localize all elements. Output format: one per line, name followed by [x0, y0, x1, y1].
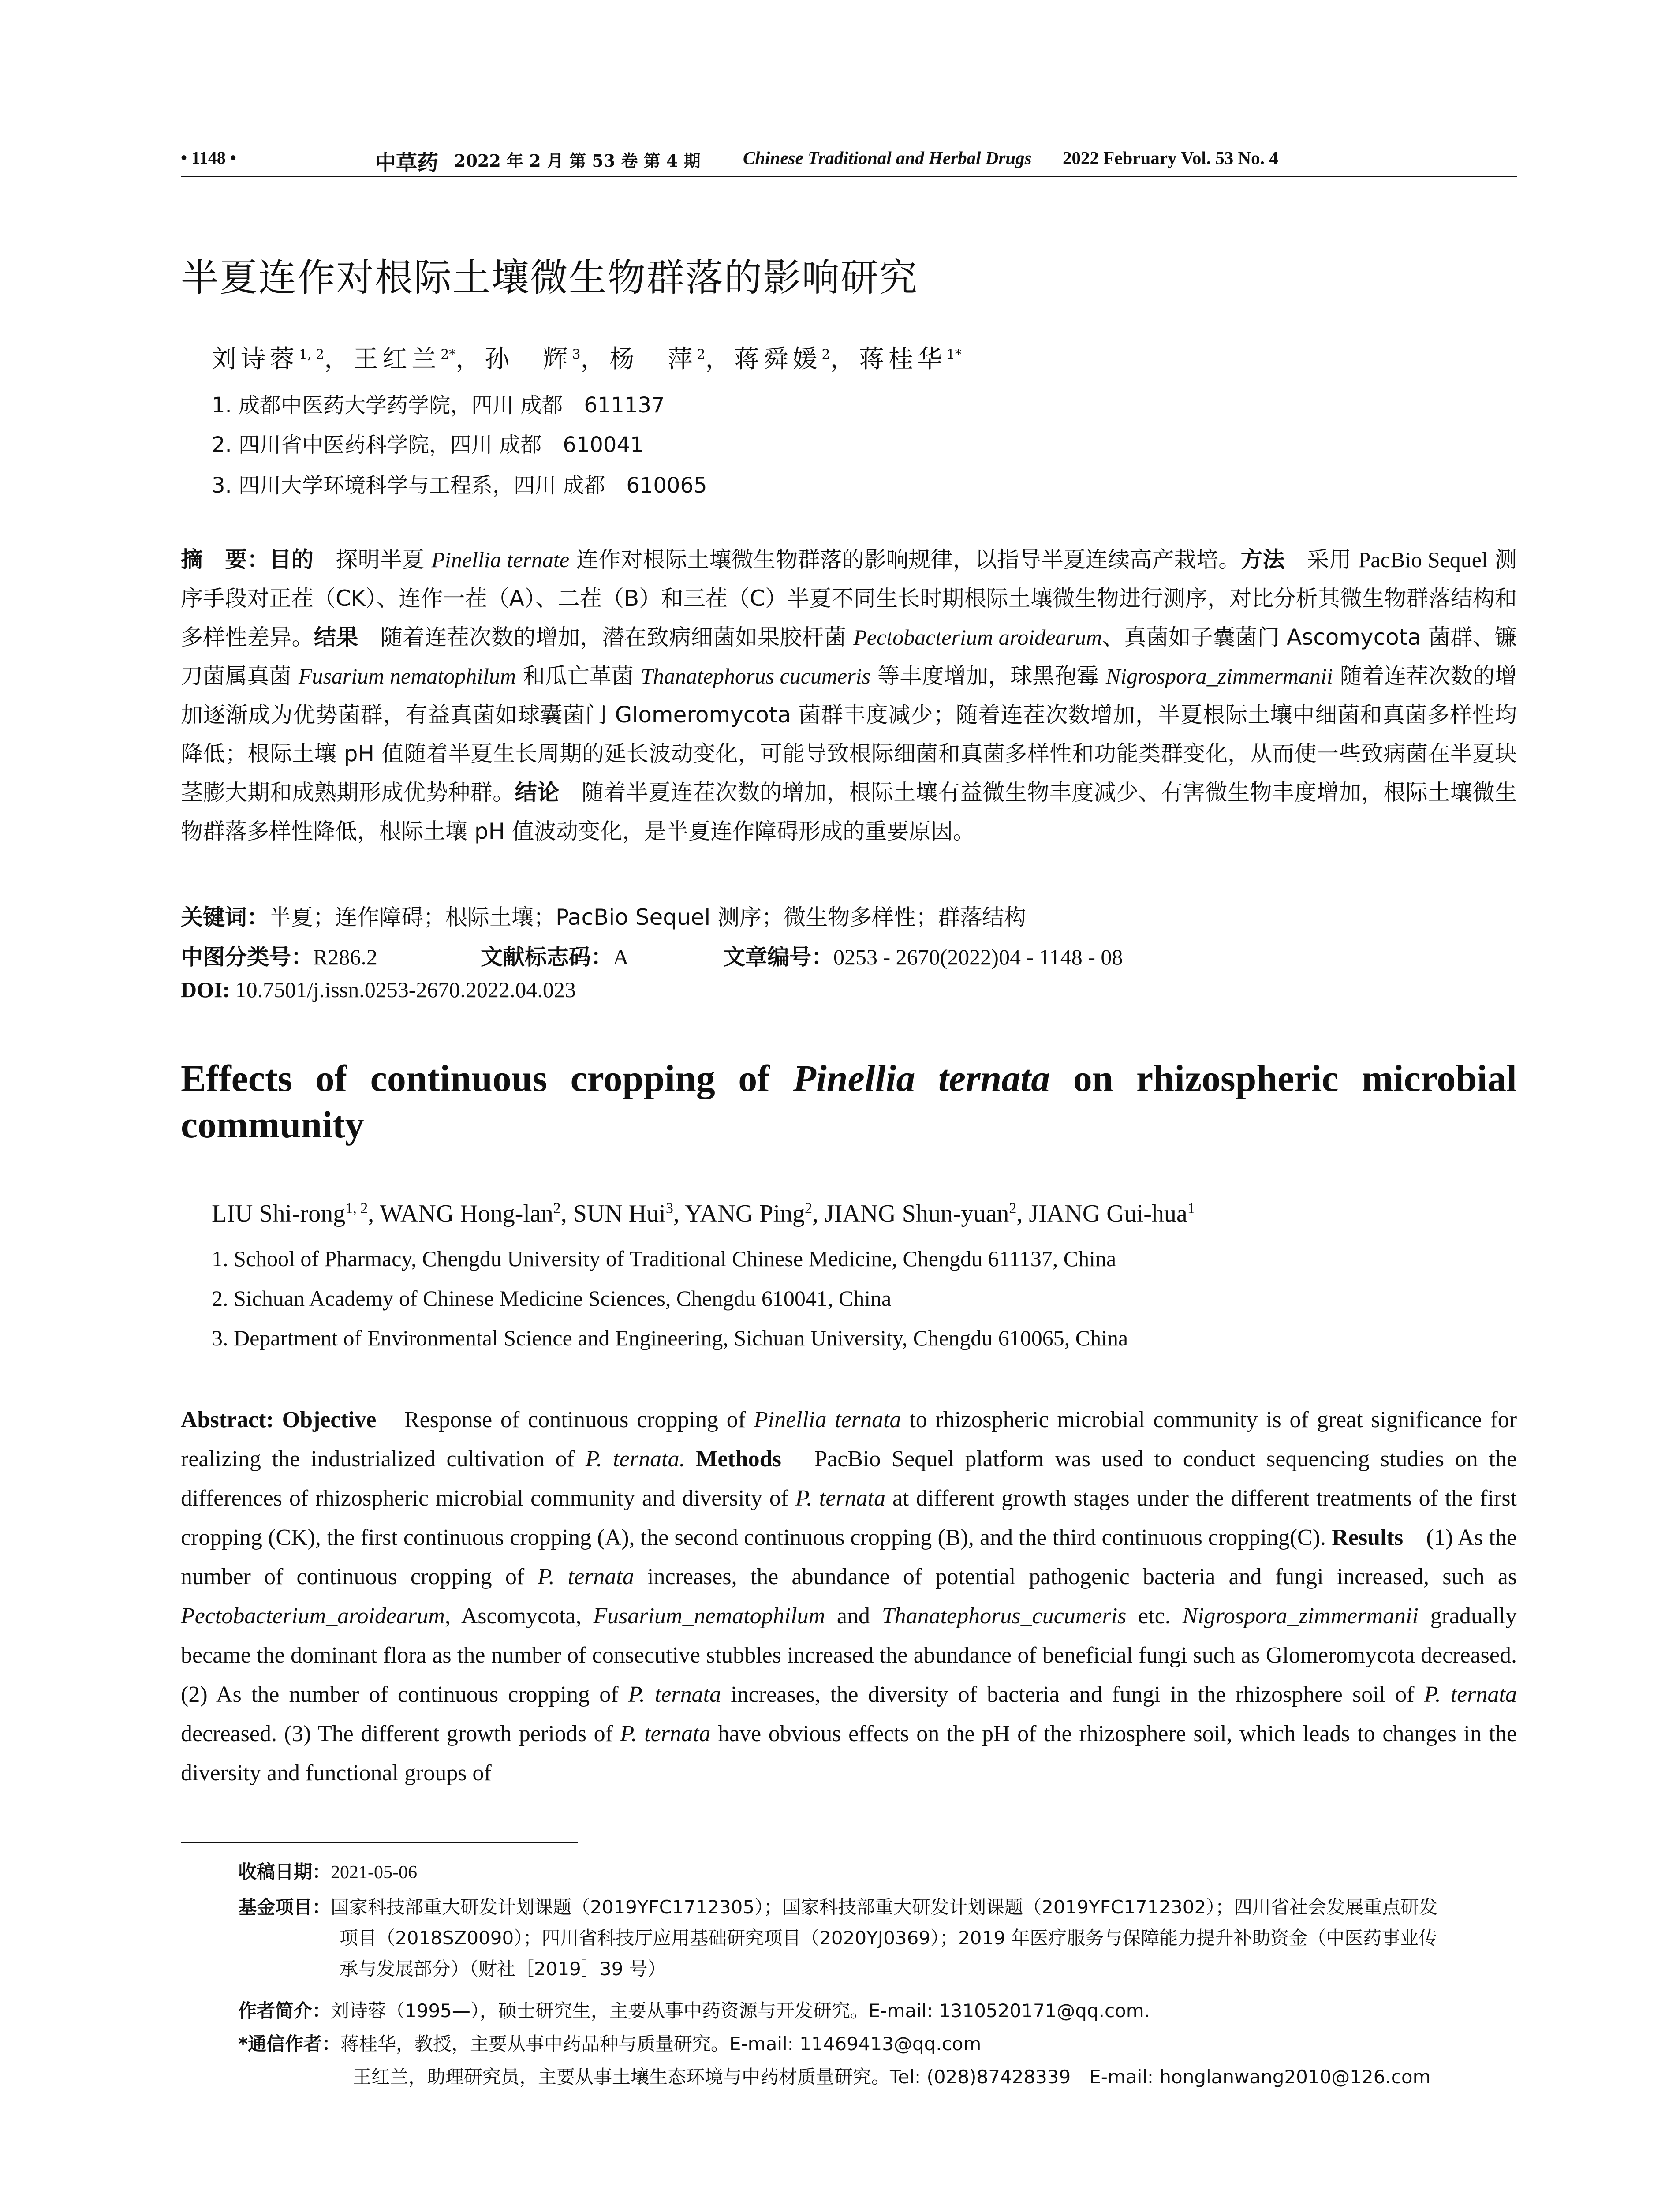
species-name: Pinellia ternate	[431, 547, 570, 572]
affiliation-cn: 3. 四川大学环境科学与工程系，四川 成都 610065	[212, 473, 707, 498]
methods-label-cn: 方法	[1240, 547, 1285, 572]
author-bio: 作者简介：刘诗蓉（1995—），硕士研究生，主要从事中药资源与开发研究。E-mail: 1310520171@qq.com.	[238, 2000, 1150, 2022]
objective-label-en: Objective	[282, 1407, 377, 1432]
doi-value: 10.7501/j.issn.0253-2670.2022.04.023	[235, 977, 576, 1002]
affiliation-cn: 1. 成都中医药大学药学院，四川 成都 611137	[212, 393, 665, 418]
header-rule	[181, 176, 1517, 177]
author-en: JIANG Gui-hua	[1029, 1200, 1187, 1227]
species-name: Pinellia ternata	[793, 1057, 1050, 1099]
article-page: • 1148 • 中草药 2022 年 2 月 第 53 卷 第 4 期 Chinese Traditional and Herbal Drugs 2022 February Vol. 53 No. 4 半夏连作对根际土壤微生物群落的影响研究 刘诗蓉$^{1, 2}$，王红兰$^{2*}$，孙 辉$^3$，杨 萍$^2$，蒋舜媛$^2$，蒋桂华$^{1*}$ 1. 成都中医药大学药学院，四川 成都 611137 2. 四川省中医药科学院，四川 成都 610041 3. 四川大学环境科学与工程系，四川 成都 610065 摘 要：目的 探明半夏 Pinellia ternate 连作对根际土壤微生物群落的影响规律，以指导半夏连续高产栽培。方法 采用 PacBio Sequel 测序手段对正茬（CK）、连作一茬（A）、二茬（B）和三茬（C）半夏不同生长时期根际土壤微生物进行测序，对比分析其微生物群落结构和多样性差异。结果 随着连茬次数的增加，潜在致病细菌如果胶杆菌 Pectobacterium aroidearum、真菌如子囊菌门 Ascomycota 菌群、镰刀菌属真菌 Fusarium nematophilum 和瓜亡革菌 Thanatephorus cucumeris 等丰度增加，球黑孢霉 Nigrospora_zimmermanii 随着连茬次数的增加逐渐成为优势菌群，有益真菌如球囊菌门 Glomeromycota 菌群丰度减少；随着连茬次数增加，半夏根际土壤中细菌和真菌多样性均降低；根际土壤 pH 值随着半夏生长周期的延长波动变化，可能导致根际细菌和真菌多样性和功能类群变化，从而使一些致病菌在半夏块茎膨大期和成熟期形成优势种群。结论 随着半夏连茬次数的增加，根际土壤有益微生物丰度减少、有害微生物丰度增加，根际土壤微生物群落多样性降低，根际土壤 pH 值波动变化，是半夏连作障碍形成的重要原因。 关键词：半夏；连作障碍；根际土壤；PacBio Sequel 测序；微生物多样性；群落结构 中图分类号：R286.2 文献标志码：A 文章编号：0253 - 2670(2022)04 - 1148 - 08 DOI: 10.7501/j.issn.0253-2670.2022.04.023 Effects of continuous cropping of Pinellia ternata on rhizospheric microbial community LIU Shi-rong$^{1, 2}$, WANG Hong-lan$^2$, SUN Hui$^3$, YANG Ping$^2$, JIANG Shun-yuan$^2$, JIANG Gui-hua$^1$ 1. School of Pharmacy, Chengdu University of Traditional Chinese Medicine, Chengdu 611137, China 2. Sichuan Academy of Chinese Medicine Sciences, Chengdu 610041, China 3. Department of Environmental Science and Engineering, Sichuan University, Chengdu 610065, China Abstract: Objective Response of continuous cropping of Pinellia ternata to rhizospheric microbial community is of great significance for realizing the industrialized cultivation of P. ternata. Methods PacBio Sequel platform was used to conduct sequencing studies on the differences of rhizospheric microbial community and diversity of P. ternata at different growth stages under the different treatments of the first cropping (CK), the first continuous cropping (A), the second continuous cropping (B), and the third continuous cropping(C). Results (1) As the number of continuous cropping of P. ternata increases, the abundance of potential pathogenic bacteria and fungi increased, such as Pectobacterium_aroidearum, Ascomycota, Fusarium_nematophilum and Thanatephorus_cucumeris etc. Nigrospora_zimmermanii gradually became the dominant flora as the number of consecutive stubbles increased the abundance of beneficial fungi such as Glomeromycota decreased. (2) As the number of continuous cropping of P. ternata increases, the diversity of bacteria and fungi in the rhizosphere soil of P. ternata decreased. (3) The different growth periods of P. ternata have obvious effects on the pH of the rhizosphere soil, which leads to changes in the diversity and functional groups of 收稿日期：2021-05-06 基金项目：国家科技部重大研发计划课题（2019YFC1712305）；国家科技部重大研发计划课题（2019YFC1712302）；四川省社会发展重点研发 项目（2018SZ0090）；四川省科技厅应用基础研究项目（2020YJ0369）；2019 年医疗服务与保障能力提升补助资金（中医药事业传 承与发展部分）（财社［2019］39 号） 作者简介：刘诗蓉（1995—），硕士研究生，主要从事中药资源与开发研究。E-mail: 1310520171@qq.com. *通信作者：蒋桂华，教授，主要从事中药品种与质量研究。E-mail: 11469413@qq.com 王红兰，助理研究员，主要从事土壤生态环境与中药材质量研究。Tel: (028)87428339 E-mail: honglanwang2010@126.com	[0, 0, 1680, 2205]
abstract-cn: 摘 要：目的 探明半夏 Pinellia ternate 连作对根际土壤微生物群落的影响规律，以指导半夏连续高产栽培。方法 采用 PacBio Sequel 测序手段对正茬（CK）、连作一茬（A）、二茬（B）和三茬（C）半夏不同生长时期根际土壤微生物进行测序，对比分析其微生物群落结构和多样性差异。结果 随着连茬次数的增加，潜在致病细菌如果胶杆菌 Pectobacterium aroidearum、真菌如子囊菌门 Ascomycota 菌群、镰刀菌属真菌 Fusarium nematophilum 和瓜亡革菌 Thanatephorus cucumeris 等丰度增加，球黑孢霉 Nigrospora_zimmermanii 随着连茬次数的增加逐渐成为优势菌群，有益真菌如球囊菌门 Glomeromycota 菌群丰度减少；随着连茬次数增加，半夏根际土壤中细菌和真菌多样性均降低；根际土壤 pH 值随着半夏生长周期的延长波动变化，可能导致根际细菌和真菌多样性和功能类群变化，从而使一些致病菌在半夏块茎膨大期和成熟期形成优势种群。结论 随着半夏连茬次数的增加，根际土壤有益微生物丰度减少、有害微生物丰度增加，根际土壤微生物群落多样性降低，根际土壤 pH 值波动变化，是半夏连作障碍形成的重要原因。	[181, 547, 1517, 844]
page-number: • 1148 •	[181, 148, 236, 168]
author-en: WANG Hong-lan	[380, 1200, 553, 1227]
running-header	[181, 146, 1517, 175]
species-name: P. ternata	[620, 1721, 711, 1746]
keywords-label: 关键词：	[181, 904, 269, 930]
issue-en: 2022 February Vol. 53 No. 4	[1063, 148, 1278, 168]
species-name: P. ternata.	[585, 1446, 685, 1472]
species-name: P. ternata	[628, 1682, 721, 1707]
author-cn: 蒋桂华	[859, 345, 947, 374]
species-name: Nigrospora_zimmermanii	[1182, 1603, 1419, 1629]
authors-cn: 刘诗蓉$^{1, 2}$，王红兰$^{2*}$，孙 辉$^3$，杨 萍$^2$，蒋舜媛$^2$，蒋桂华$^{1*}$	[212, 345, 962, 374]
author-en: SUN Hui	[573, 1200, 666, 1227]
author-en: JIANG Shun-yuan	[825, 1200, 1009, 1227]
journal-name-en: Chinese Traditional and Herbal Drugs	[743, 148, 1032, 168]
author-cn: 刘诗蓉	[212, 345, 299, 374]
abstract-label-en: Abstract:	[181, 1407, 274, 1432]
methods-label-en: Methods	[696, 1446, 781, 1472]
keywords-text: 半夏；连作障碍；根际土壤；PacBio Sequel 测序；微生物多样性；群落结构	[269, 904, 1027, 930]
author-cn: 蒋舜媛	[734, 345, 822, 374]
issue-cn: 2022 年 2 月 第 53 卷 第 4 期	[454, 151, 701, 171]
affiliation-en: 2. Sichuan Academy of Chinese Medicine Sciences, Chengdu 610041, China	[212, 1286, 892, 1311]
objective-label-cn: 目的	[269, 547, 314, 572]
species-name: P. ternata	[1424, 1682, 1517, 1707]
species-name: Pinellia ternata	[754, 1407, 901, 1432]
journal-name-cn: 中草药	[375, 150, 439, 175]
article-number: 0253 - 2670(2022)04 - 1148 - 08	[833, 945, 1123, 969]
abstract-en: Abstract: Objective Response of continuous cropping of Pinellia ternata to rhizospheric microbial community is of great significance for realizing the industrialized cultivation of P. ternata. Methods PacBio Sequel platform was used to conduct sequencing studies on the differences of rhizospheric microbial community and diversity of P. ternata at different growth stages under the different treatments of the first cropping (CK), the first continuous cropping (A), the second continuous cropping (B), and the third continuous cropping(C). Results (1) As the number of continuous cropping of P. ternata increases, the abundance of potential pathogenic bacteria and fungi increased, such as Pectobacterium_aroidearum, Ascomycota, Fusarium_nematophilum and Thanatephorus_cucumeris etc. Nigrospora_zimmermanii gradually became the dominant flora as the number of consecutive stubbles increased the abundance of beneficial fungi such as Glomeromycota decreased. (2) As the number of continuous cropping of P. ternata increases, the diversity of bacteria and fungi in the rhizosphere soil of P. ternata decreased. (3) The different growth periods of P. ternata have obvious effects on the pH of the rhizosphere soil, which leads to changes in the diversity and functional groups of	[181, 1407, 1517, 1786]
author-cn: 杨 萍	[609, 345, 697, 374]
species-name: Pectobacterium aroidearum	[853, 625, 1102, 650]
species-name: Fusarium_nematophilum	[593, 1603, 825, 1629]
results-label-cn: 结果	[314, 624, 358, 650]
abstract-label-cn: 摘 要：	[181, 547, 269, 572]
author-cn: 孙 辉	[485, 345, 572, 374]
author-en: LIU Shi-rong	[212, 1200, 346, 1227]
title-en-line2: community	[181, 1103, 364, 1146]
species-name: Nigrospora_zimmermanii	[1105, 664, 1333, 688]
keywords-cn	[181, 900, 1026, 931]
doi-line: DOI: 10.7501/j.issn.0253-2670.2022.04.023	[181, 977, 576, 1002]
document-code: A	[613, 945, 629, 969]
author-cn: 王红兰	[353, 345, 441, 374]
funding: 基金项目：国家科技部重大研发计划课题（2019YFC1712305）；国家科技部重大研发计划课题（2019YFC1712302）；四川省社会发展重点研发 项目（2018SZ0090）；四川省科技厅应用基础研究项目（2020YJ0369）；2019 年医疗服务与保障能力提升补助资金（中医药事业传 承与发展部分）（财社［2019］39 号）	[238, 1896, 1438, 1980]
species-name: Thanatephorus cucumeris	[641, 664, 871, 688]
affiliation-en: 1. School of Pharmacy, Chengdu University of Traditional Chinese Medicine, Chengdu 611137, China	[212, 1246, 1116, 1271]
affiliation-cn: 2. 四川省中医药科学院，四川 成都 610041	[212, 433, 644, 457]
title-cn: 半夏连作对根际土壤微生物群落的影响研究	[181, 256, 918, 300]
species-name: Pectobacterium_aroidearum	[181, 1603, 445, 1629]
received-date: 收稿日期：2021-05-06	[238, 1861, 417, 1883]
footnote-rule	[181, 1842, 578, 1843]
author-en: YANG Ping	[684, 1200, 805, 1227]
results-label-en: Results	[1332, 1525, 1404, 1550]
species-name: P. ternata	[795, 1486, 886, 1511]
species-name: Thanatephorus_cucumeris	[881, 1603, 1127, 1629]
affiliation-en: 3. Department of Environmental Science and Engineering, Sichuan University, Chengdu 610065, China	[212, 1326, 1128, 1350]
title-en: Effects of continuous cropping of Pinellia ternata on rhizospheric microbial	[181, 1057, 1517, 1099]
corresponding-author-2: 王红兰，助理研究员，主要从事土壤生态环境与中药材质量研究。Tel: (028)87428339 E-mail: honglanwang2010@126.com	[353, 2066, 1431, 2088]
species-name: P. ternata	[538, 1564, 634, 1589]
species-name: Fusarium nematophilum	[298, 664, 516, 688]
clc-code: R286.2	[313, 945, 377, 969]
authors-en: LIU Shi-rong$^{1, 2}$, WANG Hong-lan$^2$, SUN Hui$^3$, YANG Ping$^2$, JIANG Shun-yuan$^2$, JIANG Gui-hua$^1$	[212, 1200, 1195, 1227]
corresponding-author: *通信作者：蒋桂华，教授，主要从事中药品种与质量研究。E-mail: 11469413@qq.com	[238, 2033, 982, 2055]
conclusion-label-cn: 结论	[515, 780, 560, 805]
